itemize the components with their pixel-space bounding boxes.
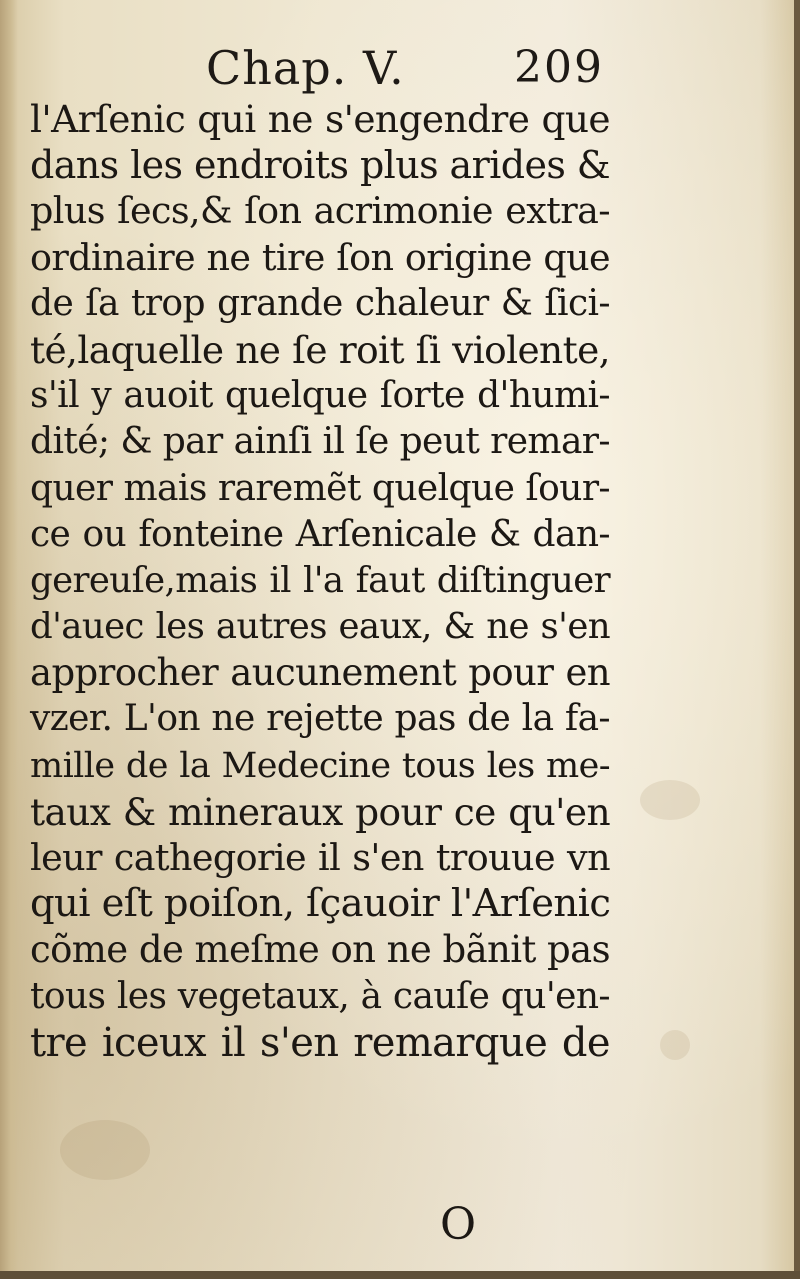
text-line: dans les endroits plus arides & [30, 143, 610, 188]
text-line: dité; & par ainſi il ſe peut remar- [30, 421, 610, 463]
text-line: ordinaire ne tire ſon origine que [30, 235, 610, 279]
text-line: plus ſecs,& ſon acrimonie extra- [30, 189, 610, 233]
text-line: s'il y auoit quelque ſorte d'humi- [30, 375, 610, 417]
text-line: de ſa trop grande chaleur & ſici- [30, 282, 610, 324]
text-line: vzer. L'on ne rejette pas de la fa- [30, 698, 610, 740]
page-right-edge [794, 0, 800, 1279]
text-line: ce ou fonteine Arſenicale & dan- [30, 513, 610, 555]
text-line: tous les vegetaux, à cauſe qu'en- [30, 975, 610, 1017]
paper-stain [60, 1120, 150, 1180]
text-line: mille de la Medecine tous les me- [30, 745, 610, 786]
text-line: taux & mineraux pour ce qu'en [30, 789, 610, 834]
text-line: d'auec les autres eaux, & ne s'en [30, 606, 610, 648]
text-line: té,laquelle ne ſe roit ſi violente, [30, 327, 610, 372]
body-text [30, 96, 610, 1066]
text-line: gereuſe,mais il l'a faut diſtinguer [30, 559, 610, 601]
text-line: quer mais raremẽt quelque ſour- [30, 467, 610, 509]
text-line: l'Arſenic qui ne s'engendre que [30, 97, 610, 141]
paper-stain [660, 1030, 690, 1060]
text-line: qui eſt poiſon, ſçauoir l'Arſenic [30, 881, 611, 927]
page-left-edge [0, 0, 18, 1279]
text-line: tre iceux il s'en remarque de [30, 1019, 610, 1066]
page-number: 209 [514, 42, 604, 93]
signature-mark: O [440, 1199, 477, 1250]
text-line: leur cathegorie il s'en trouue vn [30, 836, 610, 879]
text-line: cõme de meſme on ne bãnit pas [30, 928, 610, 972]
page-bottom-edge [0, 1271, 800, 1279]
paper-stain [640, 780, 700, 820]
text-line: approcher aucunement pour en [30, 651, 610, 695]
running-head: Chap. V. [206, 41, 405, 95]
